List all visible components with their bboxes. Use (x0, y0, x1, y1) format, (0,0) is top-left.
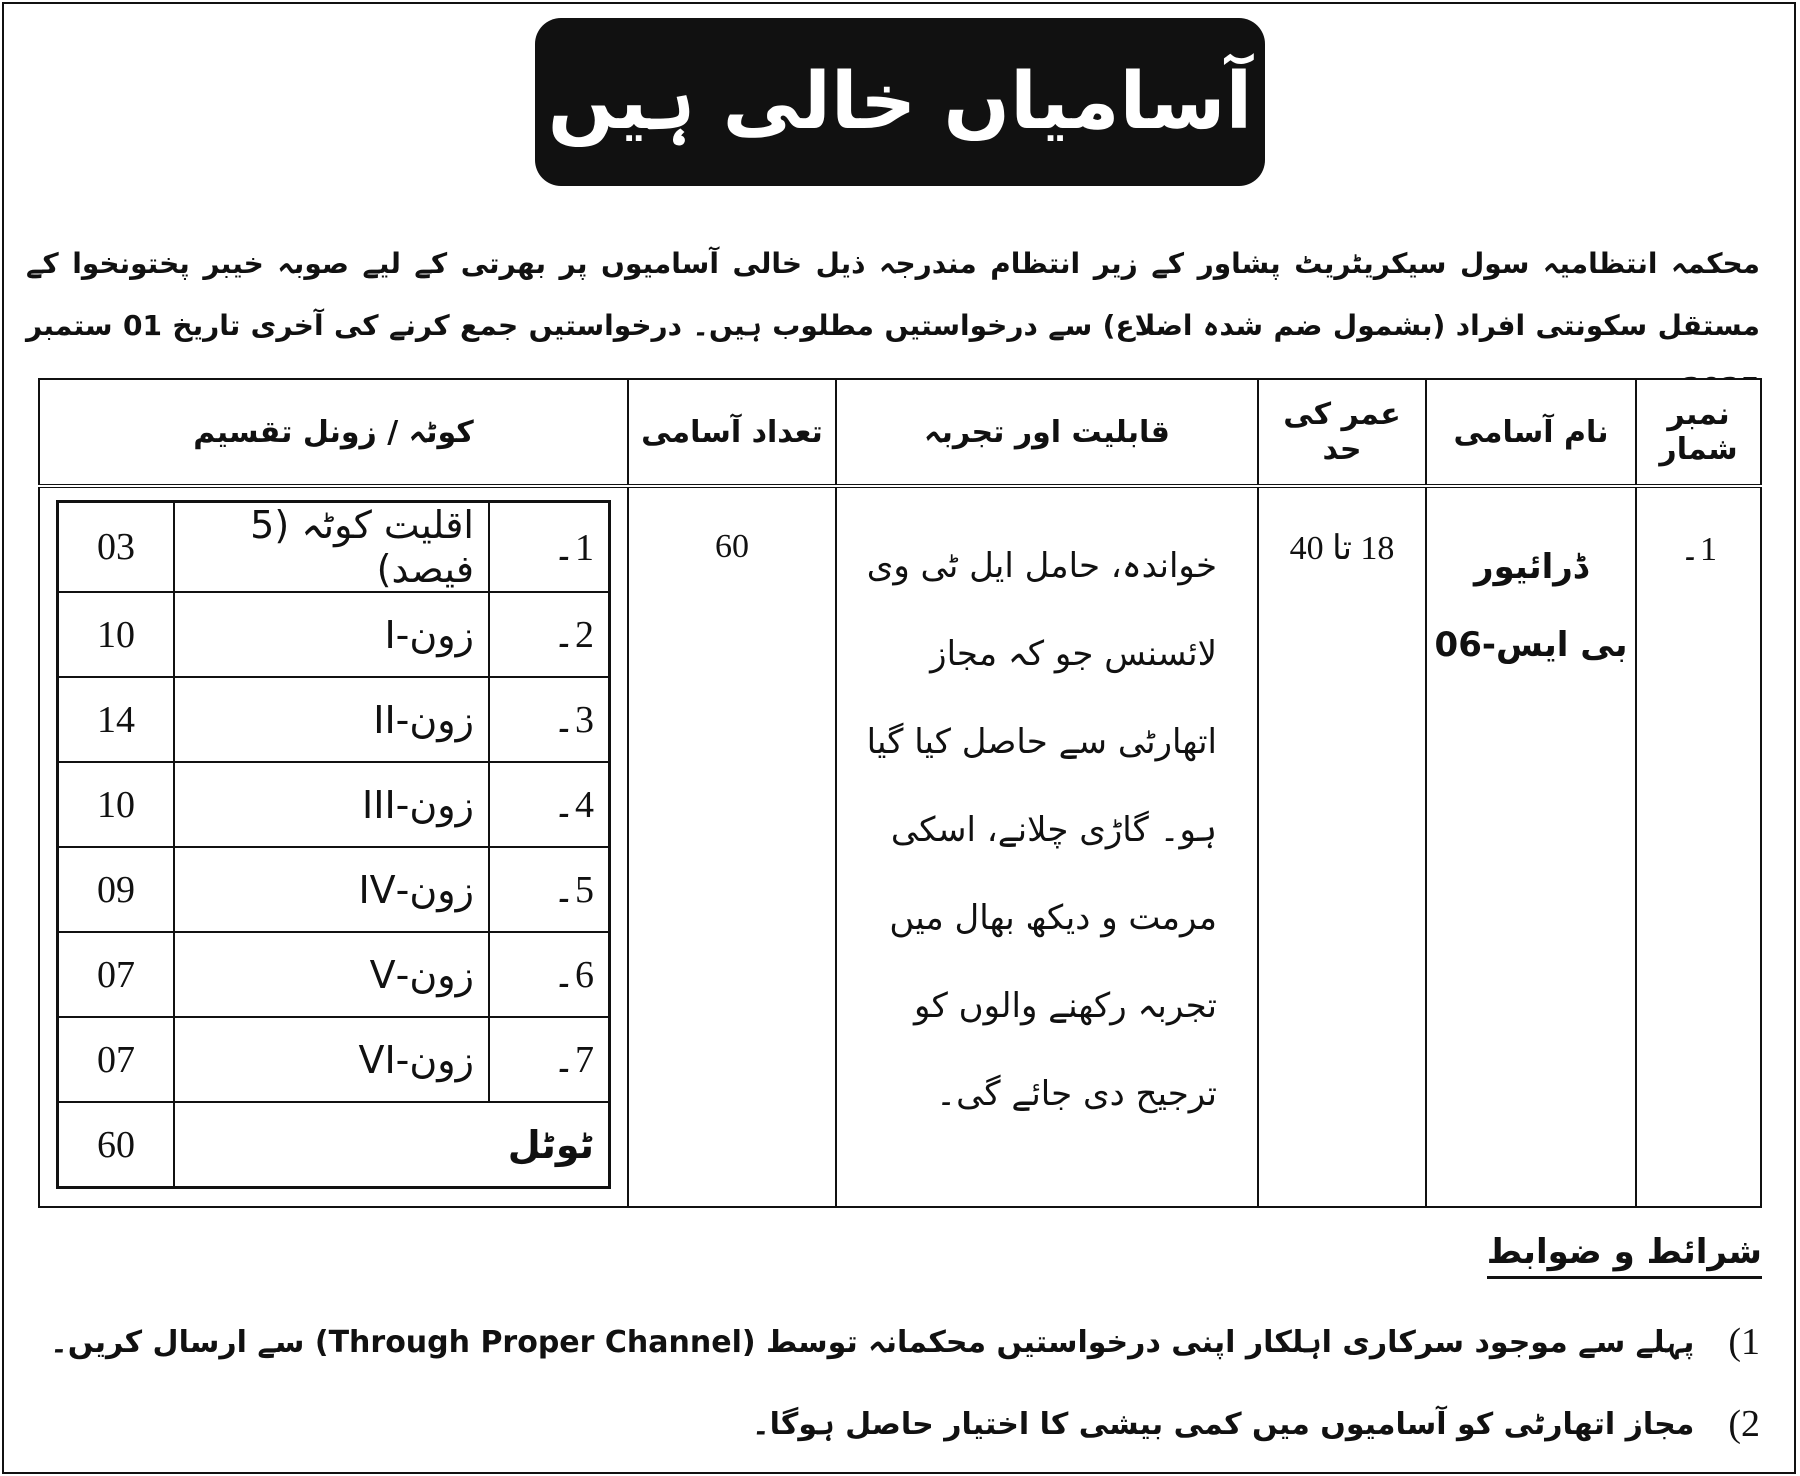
post-name: ڈرائیور (1474, 547, 1588, 587)
quota-row (58, 1017, 610, 1102)
vacancy-table (38, 378, 1762, 1208)
quota-total-value: 60 (58, 1102, 175, 1188)
quota-table (56, 500, 611, 1189)
quota-num: 4۔ (489, 762, 610, 847)
post-scale: بی ایس-06 (1434, 625, 1628, 665)
quota-value: 09 (58, 847, 175, 932)
terms-title: شرائط و ضوابط (1487, 1232, 1762, 1279)
quota-row (58, 932, 610, 1017)
quota-name: اقلیت کوٹہ (5 فیصد) (174, 502, 489, 593)
quota-name: زون-V (174, 932, 489, 1017)
header-age: عمر کی حد (1258, 379, 1426, 486)
header-quota: کوٹہ / زونل تقسیم (39, 379, 628, 486)
quota-row (58, 762, 610, 847)
quota-name: زون-VI (174, 1017, 489, 1102)
quota-row (58, 677, 610, 762)
term-item (752, 1402, 1760, 1446)
term-number: (1 (1728, 1321, 1760, 1363)
quota-total-row (58, 1102, 610, 1188)
table-header-row (39, 379, 1761, 486)
row-serial: 1۔ (1636, 486, 1761, 1207)
term-number: (2 (1728, 1403, 1760, 1445)
quota-total-label: ٹوٹل (174, 1102, 610, 1188)
quota-name: زون-I (174, 592, 489, 677)
quota-value: 10 (58, 592, 175, 677)
header-serial: نمبر شمار (1636, 379, 1761, 486)
quota-value: 07 (58, 1017, 175, 1102)
quota-num: 2۔ (489, 592, 610, 677)
quota-value: 14 (58, 677, 175, 762)
row-post (1426, 486, 1636, 1207)
term-item (50, 1320, 1760, 1364)
row-quota (39, 486, 628, 1207)
header-qualification: قابلیت اور تجربہ (836, 379, 1258, 486)
row-age: 18 تا 40 (1258, 486, 1426, 1207)
term-text: مجاز اتھارٹی کو آسامیوں میں کمی بیشی کا اختیار حاصل ہوگا۔ (752, 1406, 1695, 1442)
quota-num: 6۔ (489, 932, 610, 1017)
quota-num: 7۔ (489, 1017, 610, 1102)
title-text: آسامیاں خالی ہیں (547, 57, 1253, 147)
quota-row (58, 502, 610, 593)
quota-value: 10 (58, 762, 175, 847)
row-qualification: خواندہ، حامل ایل ٹی وی لائسنس جو کہ مجاز اتھارٹی سے حاصل کیا گیا ہو۔ گاڑی چلانے، اسکی مرمت و دیکھ بھال میں تجربہ رکھنے والوں کو ترجیح دی جائے گی۔ (836, 486, 1258, 1207)
row-count: 60 (628, 486, 836, 1207)
quota-name: زون-II (174, 677, 489, 762)
quota-num: 5۔ (489, 847, 610, 932)
quota-num: 1۔ (489, 502, 610, 593)
quota-name: زون-IV (174, 847, 489, 932)
header-count: تعداد آسامی (628, 379, 836, 486)
intro-paragraph: محکمہ انتظامیہ سول سیکریٹریٹ پشاور کے زیر انتظام مندرجہ ذیل خالی آسامیوں پر بھرتی کے لیے صوبہ خیبر پختونخوا کے مستقل سکونتی افراد (بشمول ضم شدہ اضلاع) سے درخواستیں مطلوب ہیں۔ درخواستیں جمع کرنے کی آخری تاریخ 01 ستمبر (26, 247, 1760, 342)
table-row (39, 486, 1761, 1207)
quota-row (58, 592, 610, 677)
quota-value: 03 (58, 502, 175, 593)
quota-value: 07 (58, 932, 175, 1017)
quota-num: 3۔ (489, 677, 610, 762)
quota-row (58, 847, 610, 932)
term-text: پہلے سے موجود سرکاری اہلکار اپنی درخواستیں محکمانہ توسط (Through Proper Channel) سے ارسال کریں۔ (50, 1324, 1695, 1360)
quota-name: زون-III (174, 762, 489, 847)
header-post: نام آسامی (1426, 379, 1636, 486)
page-title (535, 18, 1265, 186)
